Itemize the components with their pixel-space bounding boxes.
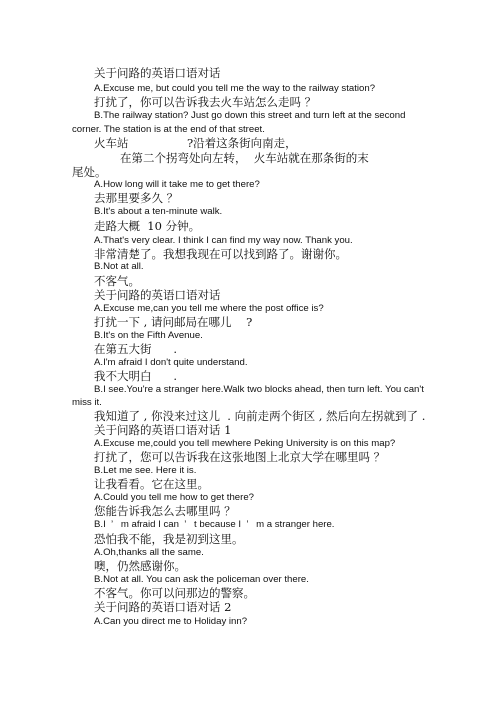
dialogue-line-zh: 走路大概 10 分钟。 <box>94 219 201 233</box>
dialogue-line-en: A.Excuse me,can you tell me where the post office is? <box>94 303 324 314</box>
dialogue-line-zh: 恐怕我不能，我是初到这里。 <box>94 532 244 546</box>
dialogue-line-en: A.Excuse me, but could you tell me the way to the railway station? <box>94 83 376 94</box>
dialogue-line-zh: 火车站 ?沿着这条街向南走， <box>94 136 297 150</box>
dialogue-line-zh: 不客气。 <box>94 274 140 288</box>
dialogue-line-zh: 打扰了，您可以告诉我在这张地图上北京大学在哪里吗 ？ <box>94 450 386 464</box>
section-heading: 关于问路的英语口语对话 1 <box>94 423 232 437</box>
dialogue-line-zh: 尾处。 <box>72 165 107 179</box>
dialogue-line-zh: 让我看看。它在这里。 <box>94 477 209 491</box>
dialogue-line-zh: 我不大明白 . <box>94 369 178 383</box>
dialogue-line-en: A.Oh,thanks all the same. <box>94 547 204 558</box>
dialogue-line-en: B.Let me see. Here it is. <box>94 465 197 476</box>
dialogue-line-zh: 在第五大街 . <box>94 342 178 356</box>
dialogue-line-en: B.The railway station? Just go down this street and turn left at the second <box>94 110 406 121</box>
dialogue-line-zh: 噢，仍然感谢你。 <box>94 559 186 573</box>
dialogue-line-en: A.Excuse me,could you tell mewhere Peking University is on this map? <box>94 438 396 449</box>
dialogue-line-zh: 我知道了 , 你没来过这儿 . 向前走两个街区 , 然后向左拐就到了 . <box>94 409 426 423</box>
dialogue-line-en: B.Not at all. <box>94 261 144 272</box>
dialogue-line-zh: 非常清楚了。我想我现在可以找到路了。谢谢你。 <box>94 247 347 261</box>
dialogue-line-en: A.Could you tell me how to get there? <box>94 492 254 503</box>
dialogue-line-en: B.It's on the Fifth Avenue. <box>94 330 203 341</box>
dialogue-line-zh: 打扰了，你可以告诉我去火车站怎么走吗 ？ <box>94 95 317 109</box>
dialogue-line-zh: 打扰一下 , 请问邮局在哪儿 ? <box>94 315 253 329</box>
section-heading: 关于问路的英语口语对话 <box>94 288 221 302</box>
dialogue-line-zh: 在第二个拐弯处向左转， 火车站就在那条街的末 <box>120 151 369 165</box>
dialogue-line-en: miss it. <box>72 397 102 408</box>
section-heading: 关于问路的英语口语对话 2 <box>94 600 232 614</box>
dialogue-line-en: B.It's about a ten-minute walk. <box>94 206 223 217</box>
dialogue-line-zh: 不客气。你可以问那边的警察。 <box>94 586 255 600</box>
dialogue-line-en: A.How long will it take me to get there? <box>94 179 260 190</box>
dialogue-line-zh: 去那里要多久 ？ <box>94 191 179 205</box>
dialogue-line-en: A.I'm afraid I don't quite understand. <box>94 357 248 368</box>
dialogue-line-en: A.Can you direct me to Holiday inn? <box>94 616 248 627</box>
dialogue-line-en: B.I see.You're a stranger here.Walk two blocks ahead, then turn left. You can't <box>94 384 424 395</box>
section-heading: 关于问路的英语口语对话 <box>94 66 221 80</box>
dialogue-line-zh: 您能告诉我怎么去哪里吗 ？ <box>94 504 236 518</box>
dialogue-line-en: B.I ’ m afraid I can ’ t because I ’ m a stranger here. <box>94 519 335 530</box>
dialogue-line-en: A.That's very clear. I think I can find my way now. Thank you. <box>94 235 353 246</box>
dialogue-line-en: corner. The station is at the end of that street. <box>72 124 265 135</box>
dialogue-line-en: B.Not at all. You can ask the policeman over there. <box>94 574 309 585</box>
